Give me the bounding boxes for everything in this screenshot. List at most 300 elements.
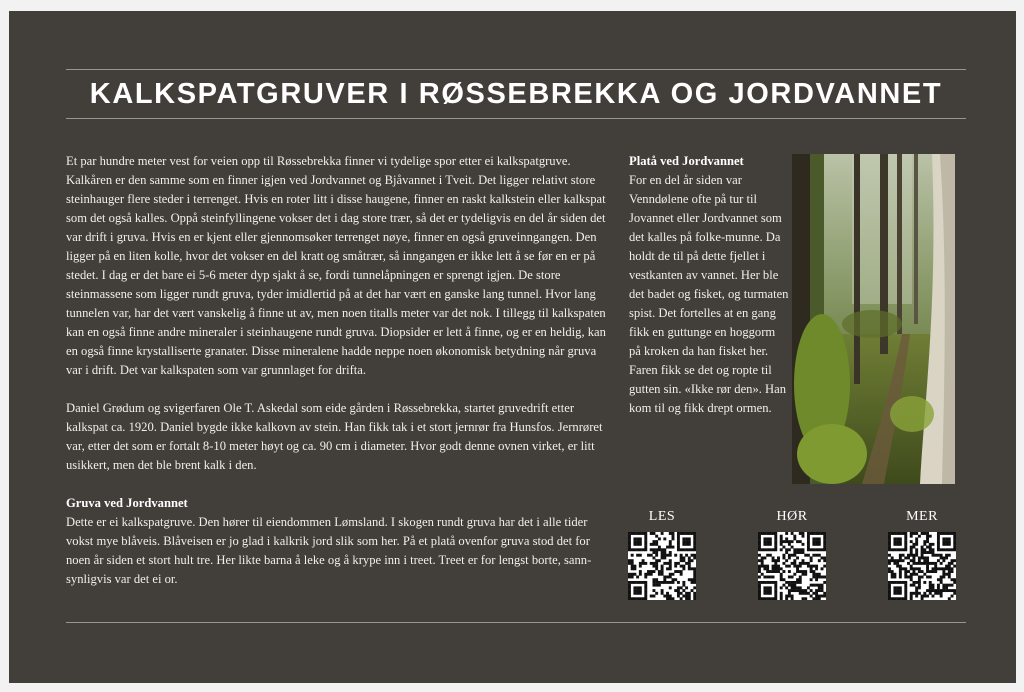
qr-module: [782, 546, 785, 549]
qr-module: [799, 589, 802, 592]
qr-module: [899, 570, 902, 573]
qr-module: [818, 532, 821, 535]
qr-module: [639, 592, 642, 595]
qr-module: [663, 562, 666, 565]
qr-module: [647, 573, 650, 576]
qr-module: [774, 586, 777, 589]
qr-module: [815, 537, 818, 540]
qr-module: [631, 576, 634, 579]
qr-module: [937, 584, 940, 587]
qr-module: [688, 540, 691, 543]
qr-module: [802, 570, 805, 573]
qr-module: [815, 589, 818, 592]
qr-module: [682, 540, 685, 543]
qr-module: [636, 586, 639, 589]
qr-module: [642, 532, 645, 535]
qr-module: [918, 576, 921, 579]
qr-module: [639, 573, 642, 576]
qr-module: [915, 592, 918, 595]
qr-module: [934, 562, 937, 565]
qr-module: [644, 586, 647, 589]
qr-module: [644, 540, 647, 543]
qr-module: [815, 540, 818, 543]
qr-module: [628, 559, 631, 562]
qr-module: [633, 586, 636, 589]
qr-module: [923, 562, 926, 565]
qr-module: [910, 576, 913, 579]
qr-module: [669, 567, 672, 570]
qr-module: [929, 535, 932, 538]
qr-module: [796, 567, 799, 570]
qr-module: [888, 595, 891, 598]
qr-module: [763, 556, 766, 559]
info-board: [9, 11, 1016, 683]
qr-module: [666, 595, 669, 598]
qr-module: [691, 581, 694, 584]
qr-module: [818, 597, 821, 600]
qr-module: [628, 537, 631, 540]
qr-module: [661, 570, 664, 573]
qr-module: [812, 570, 815, 573]
qr-module: [780, 592, 783, 595]
qr-module: [893, 573, 896, 576]
qr-module: [804, 573, 807, 576]
qr-module: [663, 548, 666, 551]
qr-module: [804, 592, 807, 595]
side-column: [629, 152, 789, 418]
qr-module: [685, 586, 688, 589]
qr-module: [807, 554, 810, 557]
qr-module: [642, 548, 645, 551]
qr-module: [804, 570, 807, 573]
qr-module: [810, 532, 813, 535]
qr-module: [636, 548, 639, 551]
qr-module: [669, 565, 672, 568]
qr-module: [628, 595, 631, 598]
qr-module: [940, 592, 943, 595]
qr-module: [636, 576, 639, 579]
qr-module: [777, 570, 780, 573]
qr-module: [650, 573, 653, 576]
qr-module: [652, 543, 655, 546]
qr-module: [682, 556, 685, 559]
qr-module: [688, 562, 691, 565]
qr-module: [807, 535, 810, 538]
qr-module: [896, 597, 899, 600]
qr-module: [937, 535, 940, 538]
qr-module: [893, 592, 896, 595]
qr-module: [691, 559, 694, 562]
qr-module: [691, 589, 694, 592]
qr-module: [774, 581, 777, 584]
qr-module: [666, 546, 669, 549]
qr-module: [796, 586, 799, 589]
qr-module: [693, 543, 696, 546]
qr-module: [761, 559, 764, 562]
qr-module: [802, 589, 805, 592]
qr-module: [818, 540, 821, 543]
qr-module: [766, 570, 769, 573]
qr-module: [772, 576, 775, 579]
qr-module: [674, 578, 677, 581]
qr-module: [633, 540, 636, 543]
qr-module: [893, 559, 896, 562]
qr-module: [677, 537, 680, 540]
qr-module: [758, 592, 761, 595]
qr-module: [758, 543, 761, 546]
qr-module: [793, 562, 796, 565]
qr-module: [633, 581, 636, 584]
qr-module: [888, 535, 891, 538]
qr-module: [818, 589, 821, 592]
qr-module: [644, 537, 647, 540]
qr-module: [888, 546, 891, 549]
qr-module: [942, 573, 945, 576]
qr-module: [937, 537, 940, 540]
qr-module: [777, 556, 780, 559]
qr-module: [772, 597, 775, 600]
qr-module: [785, 537, 788, 540]
qr-module: [669, 581, 672, 584]
qr-module: [639, 565, 642, 568]
qr-module: [785, 551, 788, 554]
qr-module: [633, 597, 636, 600]
qr-module: [769, 576, 772, 579]
qr-module: [921, 532, 924, 535]
qr-module: [926, 559, 929, 562]
qr-module: [688, 537, 691, 540]
qr-module: [655, 551, 658, 554]
qr-module: [669, 543, 672, 546]
qr-module: [888, 543, 891, 546]
qr-module: [666, 581, 669, 584]
qr-module: [669, 586, 672, 589]
qr-module: [761, 556, 764, 559]
qr-module: [904, 540, 907, 543]
qr-module: [940, 562, 943, 565]
qr-module: [918, 584, 921, 587]
qr-module: [628, 592, 631, 595]
qr-module: [891, 556, 894, 559]
qr-module: [785, 597, 788, 600]
qr-module: [929, 589, 932, 592]
qr-module: [650, 543, 653, 546]
qr-module: [951, 532, 954, 535]
qr-module: [636, 581, 639, 584]
qr-module: [631, 581, 634, 584]
qr-module: [782, 540, 785, 543]
qr-module: [923, 540, 926, 543]
qr-module: [631, 597, 634, 600]
qr-module: [680, 548, 683, 551]
qr-module: [772, 567, 775, 570]
qr-module: [693, 540, 696, 543]
qr-module: [639, 570, 642, 573]
qr-module: [672, 573, 675, 576]
qr-module: [682, 595, 685, 598]
qr-module: [951, 584, 954, 587]
qr-module: [791, 597, 794, 600]
qr-module: [663, 554, 666, 557]
qr-module: [763, 537, 766, 540]
title-rule-bottom: [66, 118, 966, 119]
qr-module: [940, 548, 943, 551]
qr-module: [677, 581, 680, 584]
qr-module: [688, 548, 691, 551]
qr-module: [923, 592, 926, 595]
qr-module: [782, 578, 785, 581]
qr-module: [918, 592, 921, 595]
qr-module: [655, 543, 658, 546]
qr-module: [902, 548, 905, 551]
qr-module: [940, 567, 943, 570]
qr-module: [758, 584, 761, 587]
qr-module: [818, 595, 821, 598]
qr-module: [688, 559, 691, 562]
qr-module: [796, 589, 799, 592]
qr-module: [940, 554, 943, 557]
qr-module: [652, 532, 655, 535]
qr-module: [904, 581, 907, 584]
qr-module: [953, 581, 956, 584]
qr-module: [677, 570, 680, 573]
qr-module: [674, 570, 677, 573]
qr-module: [769, 570, 772, 573]
qr-module: [812, 597, 815, 600]
qr-module: [802, 559, 805, 562]
qr-module: [948, 576, 951, 579]
qr-label-les: LES: [648, 509, 676, 524]
qr-module: [639, 543, 642, 546]
qr-module: [948, 532, 951, 535]
qr-module: [915, 573, 918, 576]
qr-module: [910, 597, 913, 600]
qr-module: [912, 562, 915, 565]
qr-module: [674, 565, 677, 568]
qr-module: [628, 543, 631, 546]
footer-rule: [66, 622, 966, 623]
qr-module: [799, 592, 802, 595]
qr-module: [818, 543, 821, 546]
qr-module: [912, 567, 915, 570]
qr-module: [799, 562, 802, 565]
qr-module: [815, 597, 818, 600]
qr-module: [899, 556, 902, 559]
qr-module: [680, 573, 683, 576]
qr-module: [929, 570, 932, 573]
qr-module: [937, 578, 940, 581]
qr-module: [888, 540, 891, 543]
qr-module: [688, 592, 691, 595]
qr-module: [680, 570, 683, 573]
qr-module: [810, 559, 813, 562]
qr-module: [821, 584, 824, 587]
qr-module: [923, 559, 926, 562]
qr-module: [793, 565, 796, 568]
qr-module: [791, 589, 794, 592]
qr-module: [907, 570, 910, 573]
qr-module: [669, 546, 672, 549]
qr-module: [655, 592, 658, 595]
qr-module: [761, 581, 764, 584]
qr-module: [636, 554, 639, 557]
qr-module: [793, 581, 796, 584]
qr-module: [899, 567, 902, 570]
qr-module: [899, 543, 902, 546]
qr-module: [945, 540, 948, 543]
qr-module: [774, 597, 777, 600]
qr-module: [810, 567, 813, 570]
qr-module: [658, 581, 661, 584]
qr-module: [904, 535, 907, 538]
qr-module: [888, 532, 891, 535]
qr-module: [693, 548, 696, 551]
qr-module: [942, 576, 945, 579]
qr-module: [791, 586, 794, 589]
qr-module: [693, 554, 696, 557]
qr-module: [893, 589, 896, 592]
qr-module: [661, 551, 664, 554]
qr-module: [799, 586, 802, 589]
qr-module: [896, 540, 899, 543]
qr-module: [921, 570, 924, 573]
qr-module: [888, 537, 891, 540]
qr-module: [631, 562, 634, 565]
qr-module: [758, 576, 761, 579]
qr-module: [791, 581, 794, 584]
qr-module: [782, 562, 785, 565]
qr-module: [691, 532, 694, 535]
qr-module: [912, 554, 915, 557]
qr-module: [788, 554, 791, 557]
qr-module: [774, 559, 777, 562]
qr-module: [650, 562, 653, 565]
qr-module: [799, 570, 802, 573]
qr-module: [693, 592, 696, 595]
qr-module: [953, 543, 956, 546]
qr-module: [628, 581, 631, 584]
qr-module: [899, 565, 902, 568]
qr-module: [788, 592, 791, 595]
qr-module: [904, 597, 907, 600]
qr-module: [680, 559, 683, 562]
qr-module: [652, 595, 655, 598]
qr-module: [942, 586, 945, 589]
qr-module: [782, 584, 785, 587]
qr-module: [644, 548, 647, 551]
qr-module: [793, 548, 796, 551]
qr-module: [951, 567, 954, 570]
qr-module: [807, 592, 810, 595]
qr-module: [815, 578, 818, 581]
qr-module: [921, 554, 924, 557]
qr-module: [780, 540, 783, 543]
qr-module: [823, 565, 826, 568]
qr-module: [780, 567, 783, 570]
qr-module: [639, 540, 642, 543]
qr-module: [893, 576, 896, 579]
qr-module: [758, 548, 761, 551]
qr-module: [669, 559, 672, 562]
qr-module: [628, 535, 631, 538]
qr-module: [693, 576, 696, 579]
qr-module: [777, 559, 780, 562]
qr-module: [918, 556, 921, 559]
qr-module: [788, 556, 791, 559]
qr-module: [652, 540, 655, 543]
qr-module: [633, 565, 636, 568]
qr-module: [652, 578, 655, 581]
qr-module: [774, 532, 777, 535]
qr-module: [644, 584, 647, 587]
qr-module: [796, 565, 799, 568]
qr-code-mer[interactable]: [888, 532, 956, 600]
qr-module: [896, 562, 899, 565]
qr-module: [666, 567, 669, 570]
qr-module: [934, 565, 937, 568]
main-column: [66, 152, 611, 608]
qr-module: [774, 543, 777, 546]
qr-module: [812, 573, 815, 576]
qr-module: [652, 556, 655, 559]
qr-module: [769, 554, 772, 557]
qr-module: [818, 584, 821, 587]
qr-module: [893, 581, 896, 584]
qr-module: [918, 586, 921, 589]
qr-module: [815, 595, 818, 598]
qr-code-les[interactable]: [628, 532, 696, 600]
qr-module: [631, 548, 634, 551]
qr-module: [644, 592, 647, 595]
qr-module: [672, 537, 675, 540]
qr-module: [685, 597, 688, 600]
qr-module: [639, 562, 642, 565]
qr-module: [902, 559, 905, 562]
qr-module: [921, 551, 924, 554]
qr-module: [921, 548, 924, 551]
qr-module: [644, 573, 647, 576]
qr-module: [763, 586, 766, 589]
qr-module: [791, 562, 794, 565]
qr-module: [682, 589, 685, 592]
qr-module: [691, 567, 694, 570]
qr-module: [926, 565, 929, 568]
qr-module: [693, 537, 696, 540]
qr-module: [647, 570, 650, 573]
qr-module: [953, 592, 956, 595]
qr-module: [810, 565, 813, 568]
qr-module: [915, 589, 918, 592]
qr-module: [661, 589, 664, 592]
qr-module: [815, 543, 818, 546]
qr-module: [942, 532, 945, 535]
qr-module: [758, 589, 761, 592]
qr-code-hor[interactable]: [758, 532, 826, 600]
qr-module: [953, 537, 956, 540]
qr-module: [677, 592, 680, 595]
qr-module: [680, 586, 683, 589]
qr-module: [631, 567, 634, 570]
qr-module: [888, 562, 891, 565]
qr-module: [642, 562, 645, 565]
qr-module: [693, 535, 696, 538]
qr-module: [758, 595, 761, 598]
qr-module: [763, 576, 766, 579]
qr-module: [915, 540, 918, 543]
qr-module: [926, 540, 929, 543]
qr-module: [821, 532, 824, 535]
qr-module: [910, 567, 913, 570]
